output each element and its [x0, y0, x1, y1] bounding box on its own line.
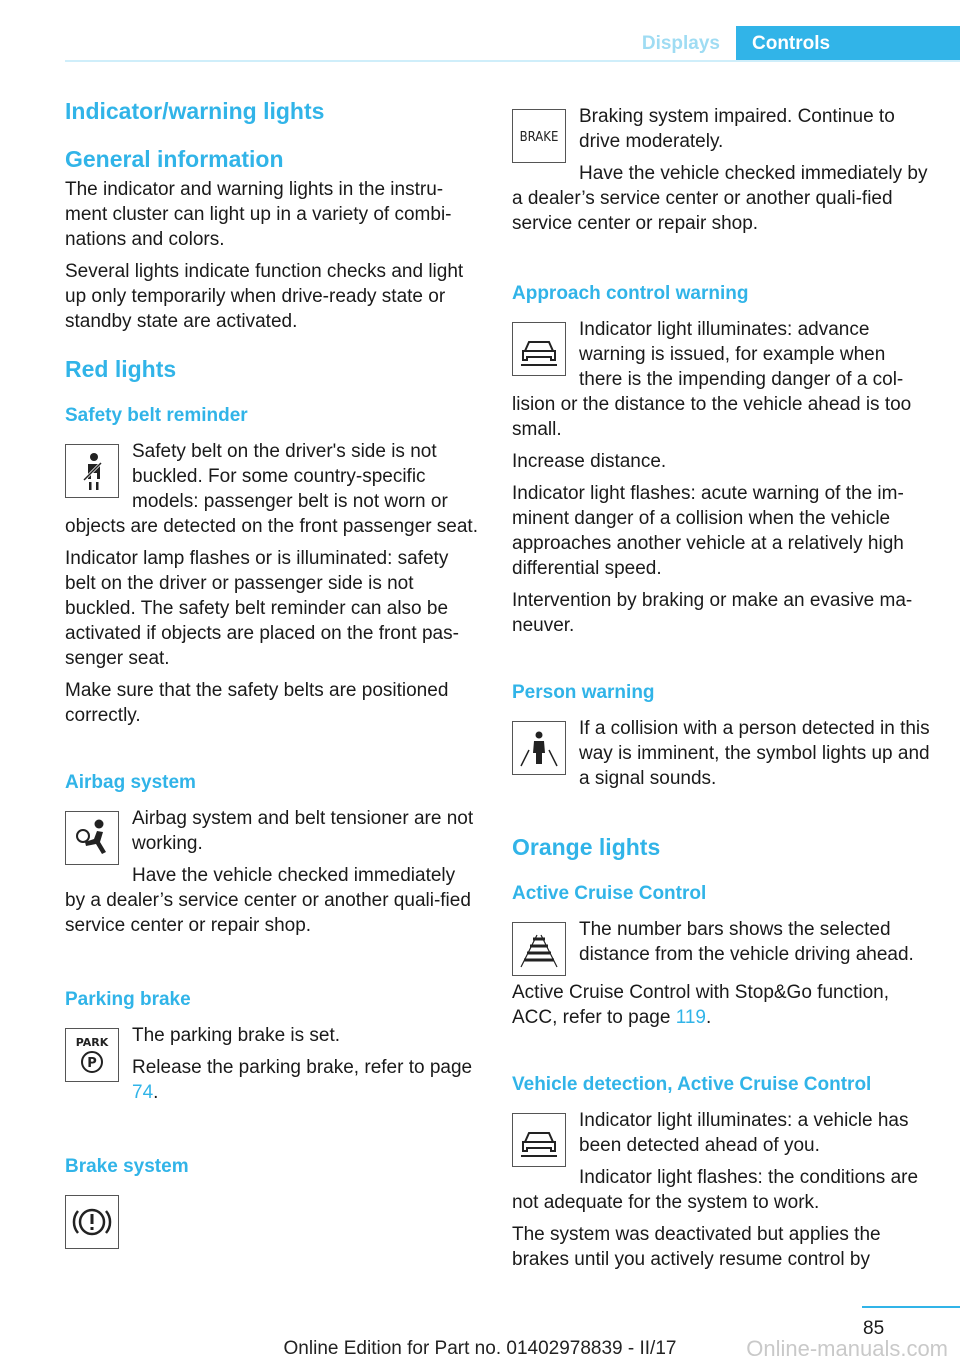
- approach-paragraph-3: Indicator light flashes: acute warning of the im-minent danger of a collision when the vehicle approaches another vehicle at a relatively high differential speed.: [512, 483, 904, 579]
- right-column: [512, 104, 932, 1279]
- header-rule: [65, 60, 960, 62]
- vehicle-detection-heading: Vehicle detection, Active Cruise Control: [512, 1074, 872, 1095]
- page-number: 85: [863, 1318, 885, 1339]
- person-block: [512, 716, 932, 798]
- tab-controls[interactable]: Controls: [736, 26, 960, 62]
- brake-warning-icon: [65, 1195, 119, 1249]
- approach-heading: Approach control warning: [512, 283, 749, 304]
- general-paragraph-2: Several lights indicate function checks and light up only temporarily when drive-ready state or standby state are activated.: [65, 261, 464, 332]
- park-icon-p: P: [87, 1056, 97, 1071]
- belt-heading: Safety belt reminder: [65, 405, 248, 426]
- parking-block: [65, 1023, 480, 1112]
- airbag-icon: [65, 811, 119, 865]
- general-heading: General information: [65, 146, 284, 172]
- person-warning-heading: Person warning: [512, 682, 655, 703]
- approach-block: [512, 317, 932, 449]
- approach-paragraph-4: Intervention by braking or make an evasive ma-neuver.: [512, 590, 913, 636]
- car-ahead-icon: [512, 322, 566, 376]
- acc-paragraph-2: Active Cruise Control with Stop&Go function, ACC, refer to page 119.: [512, 982, 890, 1028]
- person-warning-icon: [512, 721, 566, 775]
- parking-paragraph-2: Release the parking brake, refer to page 74.: [132, 1057, 473, 1103]
- belt-paragraph-1: Safety belt on the driver's side is not buckled. For some country-specific models: passenger belt is not worn or objects are detected on the front passenger seat.: [65, 441, 478, 537]
- brake-system-block: [65, 1190, 480, 1253]
- parking-paragraph-1: The parking brake is set.: [132, 1025, 341, 1046]
- acc-block: [512, 917, 932, 980]
- orange-lights-heading: Orange lights: [512, 834, 661, 860]
- brake-paragraph-1: Braking system impaired. Continue to drive moderately.: [579, 106, 895, 152]
- vd-paragraph-2: Indicator light flashes: the conditions are not adequate for the system to work.: [512, 1167, 919, 1213]
- belt-paragraph-3: Make sure that the safety belts are positioned correctly.: [65, 680, 449, 726]
- airbag-heading: Airbag system: [65, 772, 196, 793]
- brake-system-heading: Brake system: [65, 1156, 189, 1177]
- footer-rule: [862, 1306, 960, 1308]
- distance-bars-icon: [512, 922, 566, 976]
- tab-displays[interactable]: Displays: [641, 33, 720, 54]
- vehicle-detection-block: [512, 1108, 932, 1222]
- brake-text-icon: [512, 109, 566, 163]
- edition-footer: Online Edition for Part no. 01402978839 - II/17: [283, 1338, 677, 1359]
- park-icon: [65, 1028, 119, 1082]
- left-column: [65, 96, 480, 1253]
- vd-paragraph-1: Indicator light illuminates: a vehicle has been detected ahead of you.: [579, 1110, 909, 1156]
- page-link-74[interactable]: 74: [132, 1082, 154, 1103]
- belt-block: [65, 439, 480, 546]
- park-icon-text: PARK: [75, 1036, 109, 1049]
- belt-paragraph-2: Indicator lamp flashes or is illuminated: safety belt on the driver or passenger side is not buckled. The safety belt reminder can also be activated if objects are placed on the front pas-senger seat.: [65, 548, 459, 669]
- approach-paragraph-2: Increase distance.: [512, 451, 667, 472]
- page-title: Indicator/warning lights: [65, 98, 325, 124]
- car-detected-icon: [512, 1113, 566, 1167]
- seatbelt-icon: [65, 444, 119, 498]
- acc-paragraph-1: The number bars shows the selected distance from the vehicle driving ahead.: [579, 919, 914, 965]
- brake-text-block: [512, 104, 932, 243]
- airbag-paragraph-1: Airbag system and belt tensioner are not working.: [132, 808, 474, 854]
- watermark: Online-manuals.com: [746, 1336, 948, 1361]
- acc-heading: Active Cruise Control: [512, 883, 707, 904]
- approach-paragraph-1: Indicator light illuminates: advance warning is issued, for example when there is the impending danger of a col-lision or the distance to the vehicle ahead is too small.: [512, 319, 912, 440]
- person-paragraph-1: If a collision with a person detected in this way is imminent, the symbol lights up and a signal sounds.: [579, 718, 930, 789]
- page-link-119[interactable]: 119: [675, 1007, 706, 1028]
- parking-brake-heading: Parking brake: [65, 989, 191, 1010]
- airbag-block: [65, 806, 480, 945]
- brake-paragraph-2: Have the vehicle checked immediately by a dealer’s service center or another quali-fied service center or repair shop.: [512, 163, 928, 234]
- brake-icon-text: BRAKE: [519, 130, 559, 145]
- general-paragraph-1: The indicator and warning lights in the instru-ment cluster can light up in a variety of combi-nations and colors.: [65, 179, 452, 250]
- vd-paragraph-3: The system was deactivated but applies the brakes until you actively resume control by: [512, 1224, 881, 1270]
- airbag-paragraph-2: Have the vehicle checked immediately by a dealer’s service center or another quali-fied service center or repair shop.: [65, 865, 471, 936]
- red-lights-heading: Red lights: [65, 356, 177, 382]
